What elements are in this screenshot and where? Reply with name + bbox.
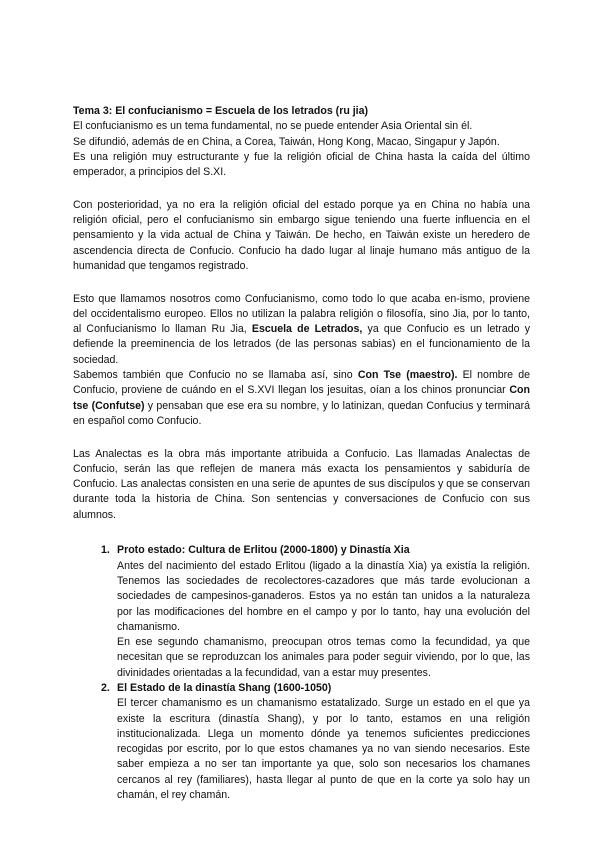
text-span: y pensaban que ese era su nombre, y lo latinizan, quedan Confucius y terminará en español como Confucio. xyxy=(73,399,530,427)
list-number: 2. xyxy=(101,681,110,694)
section-body: El tercer chamanismo es un chamanismo estatalizado. Surge un estado en el que ya existe la escritura (dinastía Shang), y por lo tanto, estamos en una religión institucionalizada. Llega un momento dónde ya tenemos suficientes predicciones recogidas por escrito, por lo que estos chamanes ya no van siendo necesarios. Este saber empieza a no ser tan importante ya que, solo son necesarios los chamanes cercanos al rey (familiares), hasta llegar al punto de que en la corte ya solo hay un chamán, el rey chamán. xyxy=(117,697,530,802)
bold-term: Con Tse (maestro). xyxy=(357,369,458,382)
intro-line: El confucianismo es un tema fundamental, no se puede entender Asia Oriental sin él. xyxy=(73,120,473,133)
section-body: Antes del nacimiento del estado Erlitou (ligado a la dinastía Xia) ya existía la religión. Tenemos las sociedades de recolectores-cazadores que más tarde evolucionan a sociedades de campesinos-ganaderos. Estos ya no están tan unidos a la naturaleza por las modificaciones del hombre en el campo y por lo tanto, hay una evolución del chamanismo. xyxy=(117,559,530,633)
text-span: Esto que llamamos nosotros como Confucianismo, como todo lo que acaba en-ismo, proviene del occidentalismo europeo. Ellos no utilizan la palabra religión o filosofía, sino Jia, por lo tanto, al Confucianismo lo llaman Ru Jia, xyxy=(73,292,530,336)
paragraph-official-religion: Con posterioridad, ya no era la religión oficial del estado porque ya en China no había una religión oficial, pero el confucianismo sin embargo sigue teniendo una fuerte influencia en el pensamiento y la vida actual de China y Taiwán. De hecho, en Taiwán existe un heredero de ascendencia directa de Confucio. Confucio ha dado lugar al linaje humano más antiguo de la humanidad que tengamos registrado. xyxy=(73,198,530,272)
intro-paragraph xyxy=(73,119,530,180)
list-item xyxy=(101,543,530,681)
intro-line: Se difundió, además de en China, a Corea, Taiwán, Hong Kong, Macao, Singapur y Japón. xyxy=(73,135,500,148)
intro-line: Es una religión muy estructurante y fue la religión oficial de China hasta la caída del último emperador, a principios del S.XI. xyxy=(73,150,530,179)
list-number: 1. xyxy=(101,544,110,557)
text-span: El nombre de Confucio, proviene de cuándo en el S.XVI llegan los jesuitas, oían a los chinos pronunciar xyxy=(73,369,531,397)
section-title: Proto estado: Cultura de Erlitou (2000-1800) y Dinastía Xia xyxy=(117,544,410,557)
sections-list xyxy=(73,543,530,803)
text-span: ya que Confucio es un letrado y defiende la preeminencia de los letrados (de las personas sabias) en el funcionamiento de la sociedad. xyxy=(73,323,530,366)
bold-term: Con tse (Confutse) xyxy=(73,384,530,412)
bold-term: Escuela de Letrados, xyxy=(251,323,363,336)
paragraph-escuela-letrados xyxy=(73,292,530,368)
text-span: Sabemos también que Confucio no se llamaba así, sino xyxy=(73,369,358,382)
section-title: El Estado de la dinastía Shang (1600-1050) xyxy=(117,681,332,694)
section-body: En ese segundo chamanismo, preocupan otros temas como la fecundidad, ya que necesitan que se reproduzcan los animales para poder seguir viviendo, por lo que, las divinidades orientadas a la fecundidad, van a estar muy presentes. xyxy=(117,636,530,679)
page-title: Tema 3: El confucianismo = Escuela de los letrados (ru jia) xyxy=(73,105,369,117)
list-item xyxy=(101,681,530,803)
paragraph-analectas: Las Analectas es la obra más importante atribuida a Confucio. Las llamadas Analectas de Confucio, serán las que reflejen de manera más exacta los pensamientos y sabiduría de Confucio. Las analectas consisten en una serie de apuntes de sus discípulos y que se conservan durante toda la historia de China. Son sentencias y conversaciones de Confucio con sus alumnos. xyxy=(73,447,530,521)
paragraph-con-tse xyxy=(73,368,530,429)
